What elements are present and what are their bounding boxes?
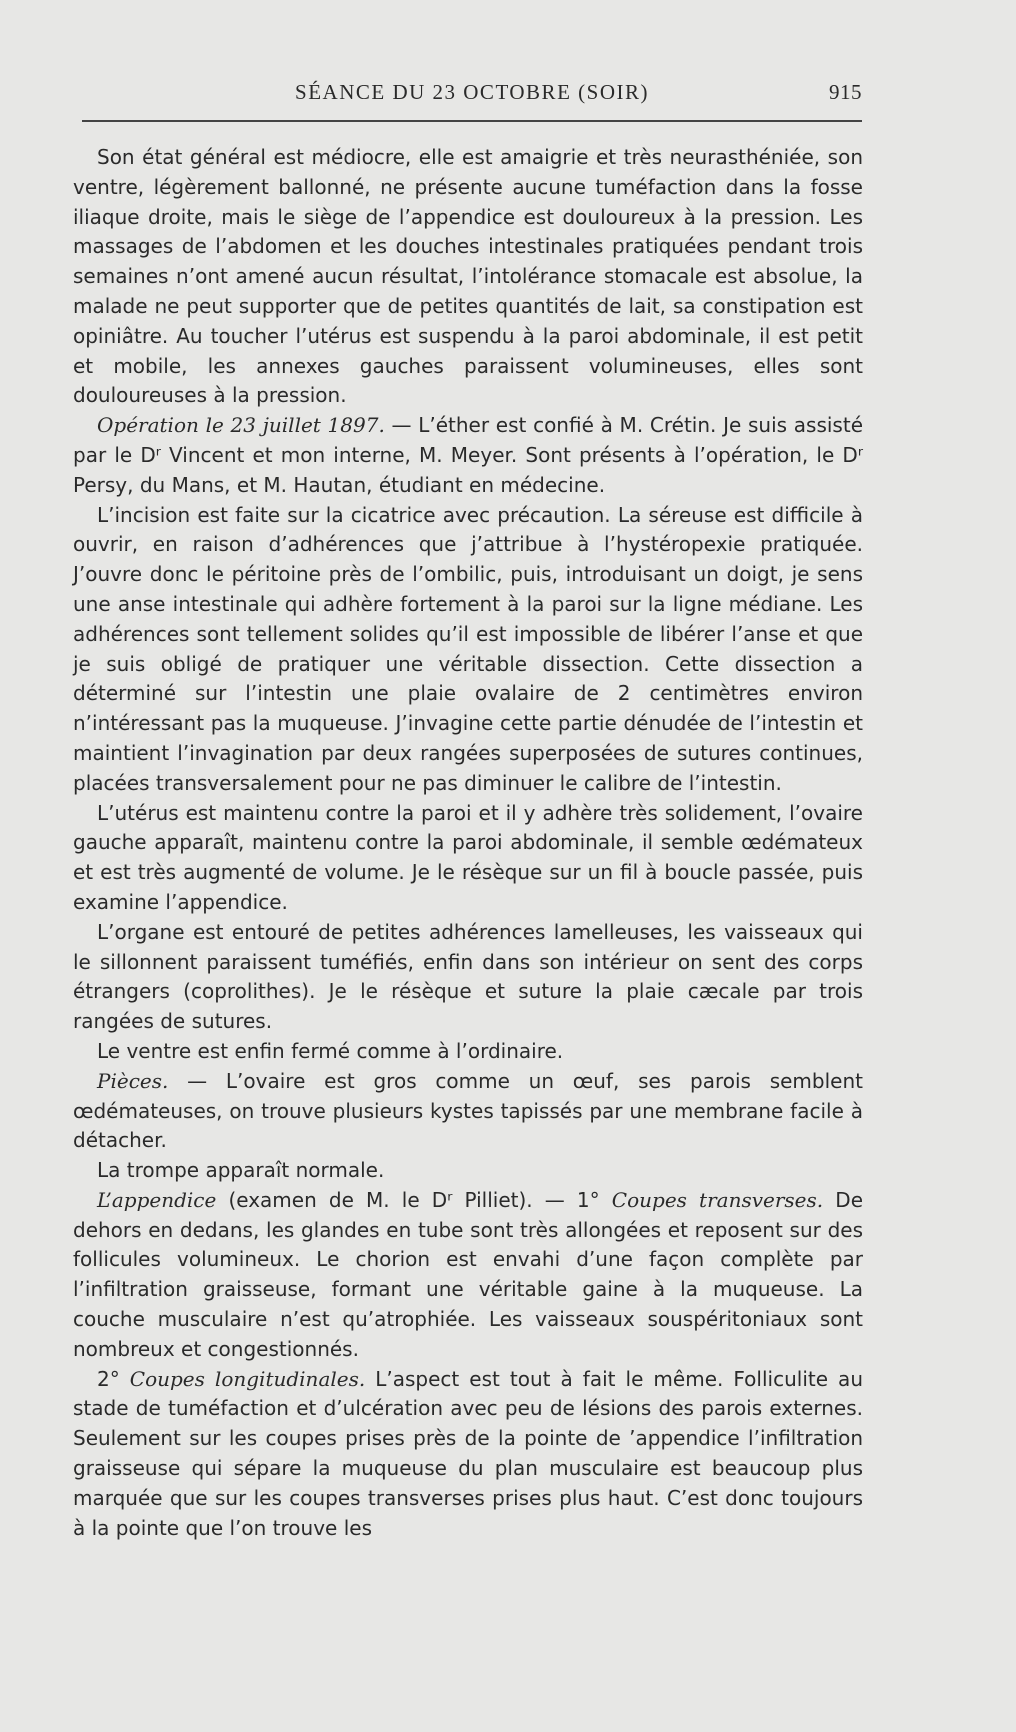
paragraph — [73, 1037, 863, 1067]
italic-run: Coupes transverses. — [611, 1187, 824, 1212]
text-run: L’incision est faite sur la cicatrice avec précaution. La séreuse est difficile à ouvrir, en raison d’adhérences que j’attribue à l’hystéropexie pratiquée. J’ouvre donc le péritoine près de l’ombilic, puis, introduisant un doigt, je sens une anse intestinale qui adhère fortement à la paroi sur la ligne médiane. Les adhérences sont tellement solides qu’il est impossible de libérer l’anse et que je suis obligé de pratiquer une véritable dissection. Cette dissection a déterminé sur l’intestin une plaie ovalaire de 2 centimètres environ n’intéressant pas la muqueuse. J’invagine cette partie dénudée de l’intestin et maintient l’invagination par deux rangées superposées de sutures continues, placées transversalement pour ne pas diminuer le calibre de l’intestin. — [73, 502, 863, 795]
text-run: L’utérus est maintenu contre la paroi et il y adhère très solidement, l’ovaire gauche apparaît, maintenu contre la paroi abdominale, il semble œdémateux et est très augmenté de volume. Je le résèque sur un fil à boucle passée, puis examine l’appendice. — [73, 800, 863, 914]
text-run: (examen de M. le Dʳ Pilliet). — 1° — [216, 1187, 612, 1212]
paragraph — [73, 799, 863, 918]
running-title: SÉANCE DU 23 OCTOBRE (SOIR) — [295, 80, 649, 104]
text-run: L’organe est entouré de petites adhérences lamelleuses, les vaisseaux qui le sillonnent paraissent tuméfiés, enfin dans son intérieur on sent des corps étrangers (coprolithes). Je le résèque et suture la plaie cæcale par trois rangées de sutures. — [73, 919, 863, 1034]
running-header — [82, 80, 862, 110]
page-number: 915 — [829, 80, 862, 104]
paragraph — [73, 918, 863, 1037]
text-run: — L’ovaire est gros comme un œuf, ses parois semblent œdémateuses, on trouve plusieurs kystes tapissés par une membrane facile à détacher. — [73, 1068, 863, 1153]
paragraph — [73, 1365, 863, 1544]
paragraph — [73, 1067, 863, 1156]
paragraph — [73, 411, 863, 500]
text-run: La trompe apparaît normale. — [97, 1158, 385, 1183]
text-run: Le ventre est enfin fermé comme à l’ordinaire. — [97, 1038, 564, 1063]
text-run: — L’éther est confié à M. Crétin. Je suis assisté par le Dʳ Vincent et mon interne, M. Meyer. Sont présents à l’opération, le Dʳ Persy, du Mans, et M. Hautan, étudiant en médecine. — [73, 413, 863, 497]
text-run: Son état général est médiocre, elle est amaigrie et très neurasthéniée, son ventre, légèrement ballonné, ne présente aucune tuméfaction dans la fosse iliaque droite, mais le siège de l’appendice est douloureux à la pression. Les massages de l’abdomen et les douches intestinales pratiquées pendant trois semaines n’ont amené aucun résultat, l’intolérance stomacale est absolue, la malade ne peut supporter que de petites quantités de lait, sa constipation est opiniâtre. Au toucher l’utérus est suspendu à la paroi abdominale, il est petit et mobile, les annexes gauches paraissent volumineuses, elles sont douloureuses à la pression. — [73, 145, 863, 408]
italic-run: Coupes longitudinales. — [129, 1366, 366, 1391]
italic-run: Opération le 23 juillet 1897. — [97, 413, 385, 438]
paragraph — [73, 501, 863, 799]
italic-run: L’appendice — [97, 1187, 217, 1212]
text-run: 2° — [97, 1366, 130, 1391]
italic-run: Pièces. — [97, 1068, 169, 1093]
text-run: De dehors en dedans, les glandes en tube sont très allongées et reposent sur des follicules volumineux. Le chorion est envahi d’une façon complète par l’infiltration graisseuse, formant une véritable gaine à la muqueuse. La couche musculaire n’est qu’atrophiée. Les vaisseaux souspéritoniaux sont nombreux et congestionnés. — [73, 1187, 863, 1361]
header-rule — [82, 120, 862, 122]
text-run: L’aspect est tout à fait le même. Folliculite au stade de tuméfaction et d’ulcération avec peu de lésions des parois externes. Seulement sur les coupes prises près de la pointe de ’appendice l’infiltration graisseuse qui sépare la muqueuse du plan musculaire est beaucoup plus marquée que sur les coupes transverses prises plus haut. C’est donc toujours à la pointe que l’on trouve les — [73, 1366, 863, 1540]
paragraph — [73, 1186, 863, 1365]
paragraph — [73, 143, 863, 411]
paragraph — [73, 1156, 863, 1186]
body-text — [73, 143, 863, 1543]
